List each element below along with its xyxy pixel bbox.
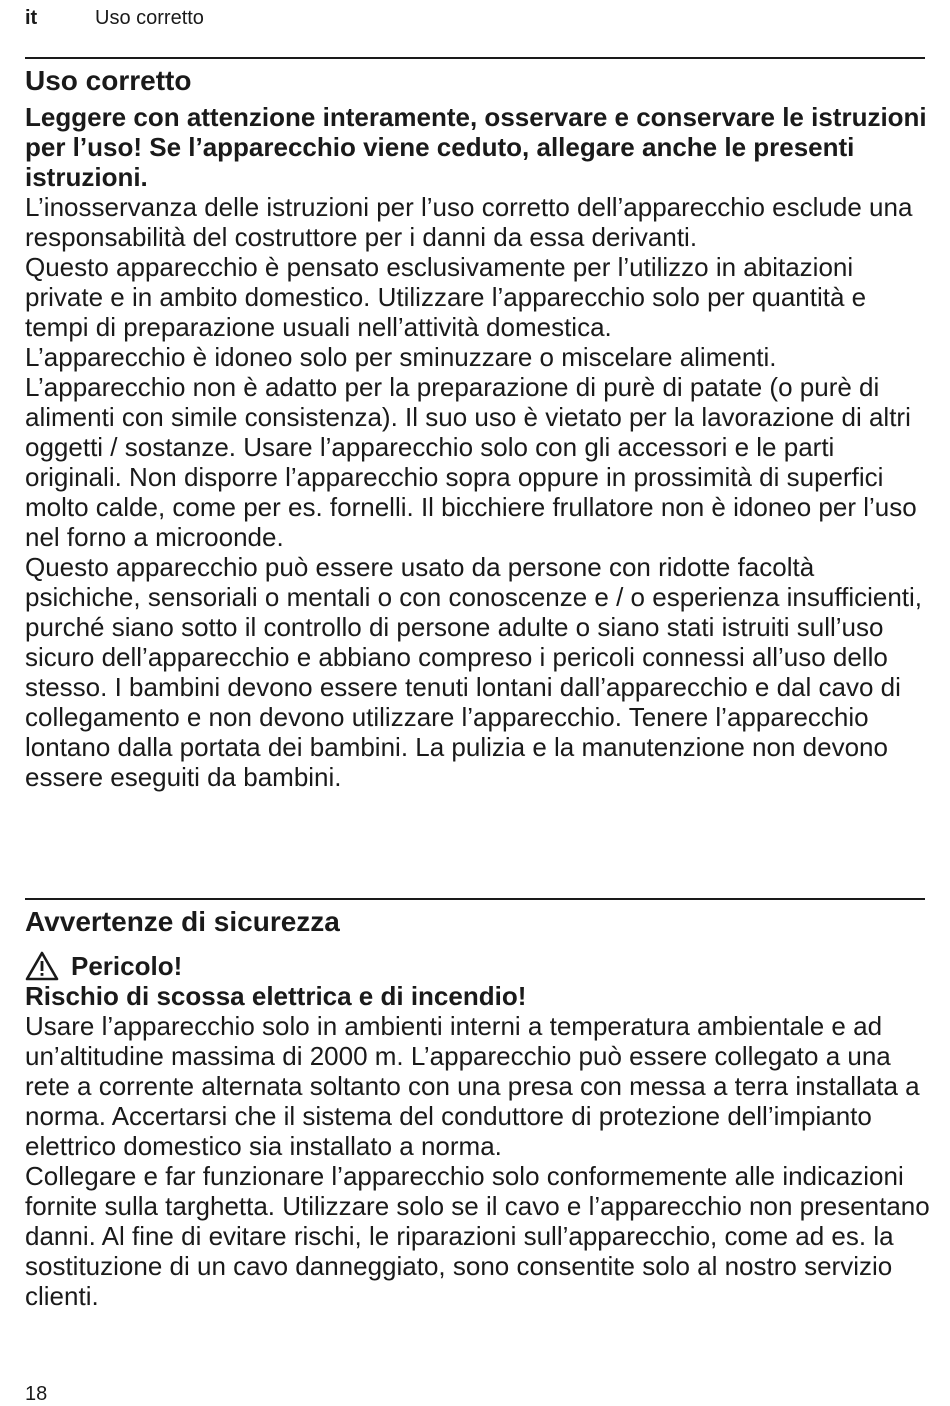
section-heading: Avvertenze di sicurezza — [25, 906, 340, 937]
paragraph: L’inosservanza delle istruzioni per l’uso corretto dell’apparecchio esclude una responsabilità del costruttore per i danni da essa derivanti. — [25, 192, 913, 252]
page-number: 18 — [25, 1383, 48, 1405]
section-uso-corretto — [25, 64, 930, 792]
intro-bold-text: Leggere con attenzione interamente, osservare e conservare le istruzioni per l’uso! Se l’apparecchio viene ceduto, allegare anche le presenti istruzioni. — [25, 102, 927, 192]
paragraph: Questo apparecchio può essere usato da persone con ridotte facoltà psichiche, sensoriali o mentali o con conoscenze e / o esperienza insufficienti, purché siano sotto il controllo di persone adulte o siano stati istruiti sull’uso sicuro dell’apparecchio e abbiano compreso i pericoli connessi all’uso dello stesso. I bambini devono essere tenuti lontani dall’apparecchio e dal cavo di collegamento e non devono utilizzare l’apparecchio. Tenere l’apparecchio lontano dalla portata dei bambini. La pulizia e la manutenzione non devono essere eseguiti da bambini. — [25, 552, 923, 792]
paragraph: Usare l’apparecchio solo in ambienti interni a temperatura ambientale e ad un’altitudine massima di 2000 m. L’apparecchio può essere collegato a una rete a corrente alternata soltanto con una presa con messa a terra installata a norma. Accertarsi che il sistema del conduttore di protezione dell’impianto elettrico domestico sia installato a norma. — [25, 1011, 920, 1161]
paragraph: Questo apparecchio è pensato esclusivamente per l’utilizzo in abitazioni private e in ambito domestico. Utilizzare l’apparecchio solo per quantità e tempi di preparazione usuali nell’attività domestica. — [25, 252, 867, 342]
paragraph: L’apparecchio è idoneo solo per sminuzzare o miscelare alimenti. L’apparecchio non è adatto per la preparazione di purè di patate (o purè di alimenti con simile consistenza). Il suo uso è vietato per la lavorazione di altri oggetti / sostanze. Usare l’apparecchio solo con gli accessori e le parti originali. Non disporre l’apparecchio sopra oppure in prossimità di superfici molto calde, come per es. fornelli. Il bicchiere frullatore non è idoneo per l’uso nel forno a microonde. — [25, 342, 917, 552]
section-divider — [25, 898, 925, 900]
section-heading: Uso corretto — [25, 65, 192, 96]
paragraph: Collegare e far funzionare l’apparecchio solo conformemente alle indicazioni fornite sulla targhetta. Utilizzare solo se il cavo e l’apparecchio non presentano danni. Al fine di evitare rischi, le riparazioni sull’apparecchio, come ad es. la sostituzione di un cavo danneggiato, sono consentite solo al nostro servizio clienti. — [25, 1161, 930, 1311]
warning-label: Pericolo! — [71, 951, 183, 981]
running-header-title: Uso corretto — [95, 7, 204, 29]
warning-triangle-icon — [25, 951, 59, 981]
language-code: it — [25, 7, 38, 29]
warning-subtitle: Rischio di scossa elettrica e di incendio! — [25, 981, 527, 1011]
running-header — [25, 7, 204, 30]
section-avvertenze — [25, 905, 930, 1311]
section-divider — [25, 57, 925, 59]
warning-header — [25, 951, 930, 981]
